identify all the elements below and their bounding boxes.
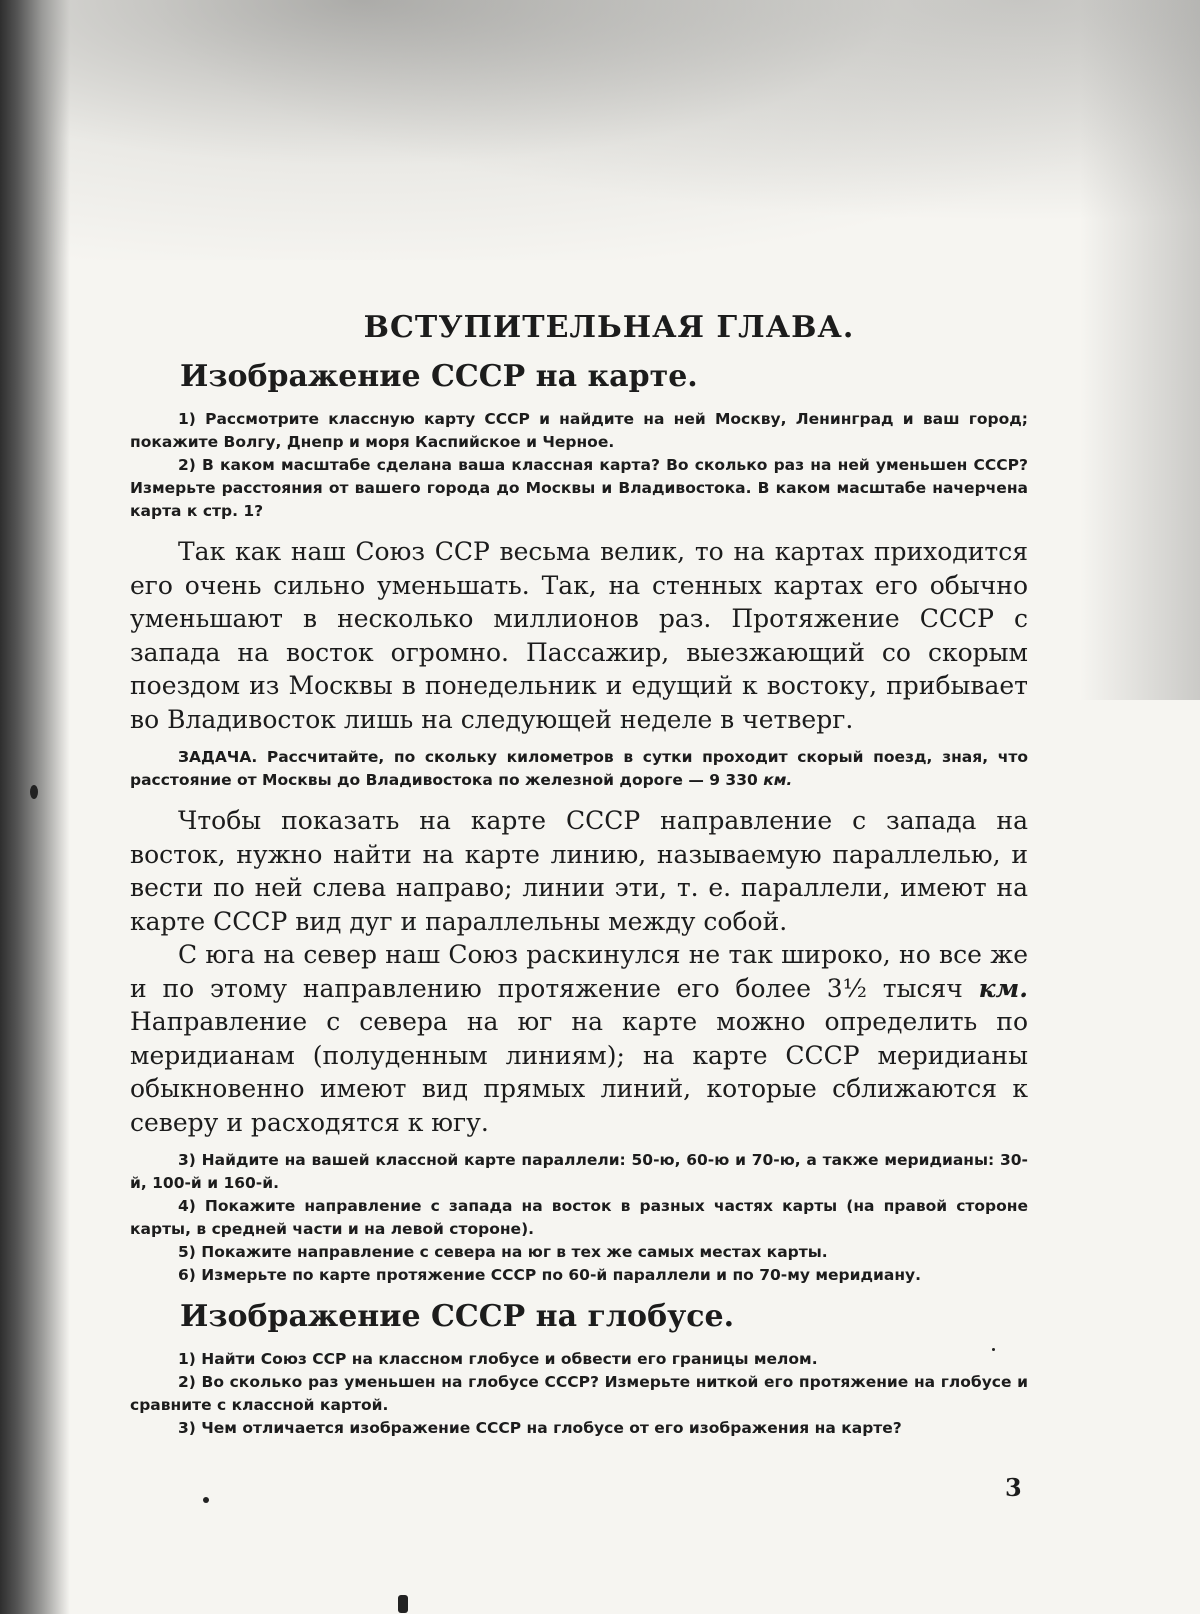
question-item: 1) Найти Союз ССР на классном глобусе и обвести его границы мелом. bbox=[130, 1348, 1028, 1371]
paragraph-meridians-unit: км. bbox=[979, 974, 1028, 1003]
paragraph-size-of-ussr bbox=[130, 535, 1028, 736]
paragraph-parallels bbox=[130, 804, 1028, 1139]
page-number: 3 bbox=[1005, 1473, 1022, 1502]
scan-stain-top bbox=[0, 0, 1200, 260]
ink-speck bbox=[398, 1595, 408, 1613]
question-item: 2) Во сколько раз уменьшен на глобусе СССР? Измерьте ниткой его протяжение на глобусе и сравните с классной картой. bbox=[130, 1371, 1028, 1417]
paragraph-meridians-end: Направление с севера на юг на карте можно определить по меридианам (полуденным линиям); на карте СССР меридианы обыкновенно имеют вид прямых линий, которые сближаются к северу и расходятся к югу. bbox=[130, 1007, 1028, 1137]
questions-map-1-2 bbox=[130, 408, 1028, 523]
question-item: 3) Найдите на вашей классной карте параллели: 50-ю, 60-ю и 70-ю, а также меридианы: 30-й, 100-й и 160-й. bbox=[130, 1149, 1028, 1195]
paragraph-text: Так как наш Союз ССР весьма велик, то на картах приходится его очень сильно уменьшать. Так, на стенных картах его обычно уменьшают в несколько миллионов раз. Протяжение СССР с запада на восток огромно. Пассажир, выезжающий со скорым поездом из Москвы в понедельник и едущий к востоку, прибывает во Владивосток лишь на следующей неделе в четверг. bbox=[130, 535, 1028, 736]
paragraph-meridians bbox=[130, 938, 1028, 1139]
paragraph-text: Чтобы показать на карте СССР направление с запада на восток, нужно найти на карте линию, называемую параллелью, и вести по ней слева направо; линии эти, т. е. параллели, имеют на карте СССР вид дуг и параллельны между собой. bbox=[130, 804, 1028, 938]
paragraph-meridians-start: С юга на север наш Союз раскинулся не так широко, но все же и по этому направлению протяжение его более 3½ тысяч bbox=[130, 940, 1028, 1003]
ink-speck bbox=[30, 785, 38, 799]
questions-map-3-6 bbox=[130, 1149, 1028, 1287]
scan-edge-left bbox=[0, 0, 70, 1614]
question-item: 5) Покажите направление с севера на юг в тех же самых местах карты. bbox=[130, 1241, 1028, 1264]
ink-speck bbox=[992, 1348, 995, 1351]
task-text bbox=[130, 746, 1028, 792]
task-body: ЗАДАЧА. Рассчитайте, по скольку километров в сутки проходит скорый поезд, зная, что расстояние от Москвы до Владивостока по железной дороге — 9 330 bbox=[130, 748, 1028, 789]
task-block bbox=[130, 746, 1028, 792]
question-item: 1) Рассмотрите классную карту СССР и найдите на ней Москву, Ленинград и ваш город; покажите Волгу, Днепр и моря Каспийское и Черное. bbox=[130, 408, 1028, 454]
ink-speck bbox=[203, 1497, 209, 1503]
question-item: 2) В каком масштабе сделана ваша классная карта? Во сколько раз на ней уменьшен СССР? Измерьте расстояния от вашего города до Москвы и Владивостока. В каком масштабе начерчена карта к стр. 1? bbox=[130, 454, 1028, 523]
question-item: 3) Чем отличается изображение СССР на глобусе от его изображения на карте? bbox=[130, 1417, 1028, 1440]
task-unit: км. bbox=[763, 771, 792, 789]
chapter-title: ВСТУПИТЕЛЬНАЯ ГЛАВА. bbox=[130, 310, 1028, 345]
scan-stain-right bbox=[1080, 0, 1200, 700]
section-title-globe: Изображение СССР на глобусе. bbox=[180, 1299, 1028, 1334]
section-title-map: Изображение СССР на карте. bbox=[180, 359, 1028, 394]
questions-globe bbox=[130, 1348, 1028, 1440]
page-content bbox=[130, 310, 1028, 1452]
question-item: 4) Покажите направление с запада на восток в разных частях карты (на правой стороне карты, в средней части и на левой стороне). bbox=[130, 1195, 1028, 1241]
question-item: 6) Измерьте по карте протяжение СССР по 60-й параллели и по 70-му меридиану. bbox=[130, 1264, 1028, 1287]
